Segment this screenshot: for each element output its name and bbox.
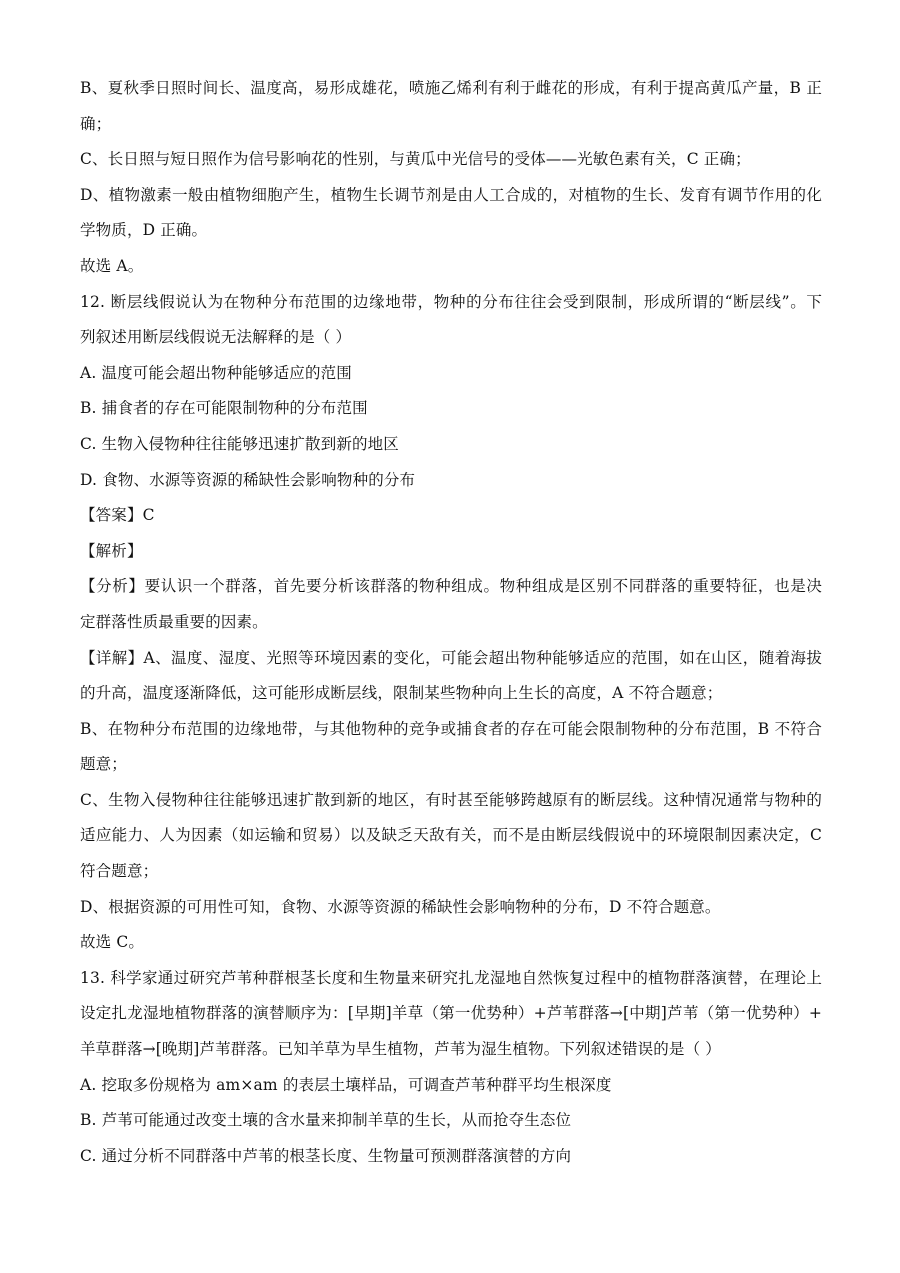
text-line-4: D、植物激素一般由植物细胞产生，植物生长调节剂是由人工合成的，对植物的生长、发育有调节作用的化 <box>80 185 822 204</box>
question-13-stem-line-2: 设定扎龙湿地植物群落的演替顺序为：[早期]羊草（第一优势种）+芦苇群落→[中期]芦苇（第一优势种）+ <box>80 1004 822 1023</box>
question-12-option-c: C. 生物入侵物种往往能够迅速扩散到新的地区 <box>80 434 399 453</box>
detail-line-8: D、根据资源的可用性可知，食物、水源等资源的稀缺性会影响物种的分布，D 不符合题意。 <box>80 897 721 916</box>
text-line-3: C、长日照与短日照作为信号影响花的性别，与黄瓜中光信号的受体——光敏色素有关，C 正确； <box>80 150 751 169</box>
question-12-answer: 【答案】C <box>80 506 155 525</box>
text-line-2: 确； <box>80 114 112 133</box>
detail-line-1: 【详解】A、温度、湿度、光照等环境因素的变化，可能会超出物种能够适应的范围，如在山区，随着海拔 <box>80 648 822 667</box>
question-12-option-a: A. 温度可能会超出物种能够适应的范围 <box>80 363 352 382</box>
detail-line-4: 题意； <box>80 755 127 774</box>
question-13-option-a: A. 挖取多份规格为 am×am 的表层土壤样品，可调查芦苇种群平均生根深度 <box>80 1075 612 1094</box>
question-13-option-b: B. 芦苇可能通过改变土壤的含水量来抑制羊草的生长，从而抢夺生态位 <box>80 1111 572 1130</box>
detail-conclusion: 故选 C。 <box>80 933 145 952</box>
detail-line-7: 符合题意； <box>80 862 159 881</box>
text-line-6: 故选 A。 <box>80 256 144 275</box>
question-13-stem-line-1: 13. 科学家通过研究芦苇种群根茎长度和生物量来研究扎龙湿地自然恢复过程中的植物群落演替，在理论上 <box>80 968 822 987</box>
analysis-line-1: 【分析】要认识一个群落，首先要分析该群落的物种组成。物种组成是区别不同群落的重要特征，也是决 <box>80 577 822 596</box>
question-13-option-c: C. 通过分析不同群落中芦苇的根茎长度、生物量可预测群落演替的方向 <box>80 1146 572 1165</box>
document-page <box>80 71 822 1174</box>
question-12-stem-line-2: 列叙述用断层线假说无法解释的是（ ） <box>80 328 352 347</box>
question-12-analysis-heading: 【解析】 <box>80 541 143 560</box>
question-13-stem-line-3: 羊草群落→[晚期]芦苇群落。已知羊草为旱生植物，芦苇为湿生植物。下列叙述错误的是（ ） <box>80 1040 721 1059</box>
detail-line-2: 的升高，温度逐渐降低，这可能形成断层线，限制某些物种向上生长的高度，A 不符合题意； <box>80 684 723 703</box>
analysis-line-2: 定群落性质最重要的因素。 <box>80 612 268 631</box>
detail-line-6: 适应能力、人为因素（如运输和贸易）以及缺乏天敌有关，而不是由断层线假说中的环境限制因素决定，C <box>80 826 822 845</box>
detail-line-5: C、生物入侵物种往往能够迅速扩散到新的地区，有时甚至能够跨越原有的断层线。这种情况通常与物种的 <box>80 790 822 809</box>
text-line-5: 学物质，D 正确。 <box>80 221 208 240</box>
question-12-option-d: D. 食物、水源等资源的稀缺性会影响物种的分布 <box>80 470 416 489</box>
question-12-option-b: B. 捕食者的存在可能限制物种的分布范围 <box>80 399 368 418</box>
text-line-1: B、夏秋季日照时间长、温度高，易形成雄花，喷施乙烯利有利于雌花的形成，有利于提高黄瓜产量，B 正 <box>80 79 822 97</box>
question-12-stem-line-1: 12. 断层线假说认为在物种分布范围的边缘地带，物种的分布往往会受到限制，形成所谓的“断层线”。下 <box>80 292 822 311</box>
detail-line-3: B、在物种分布范围的边缘地带，与其他物种的竞争或捕食者的存在可能会限制物种的分布范围，B 不符合 <box>80 719 822 738</box>
